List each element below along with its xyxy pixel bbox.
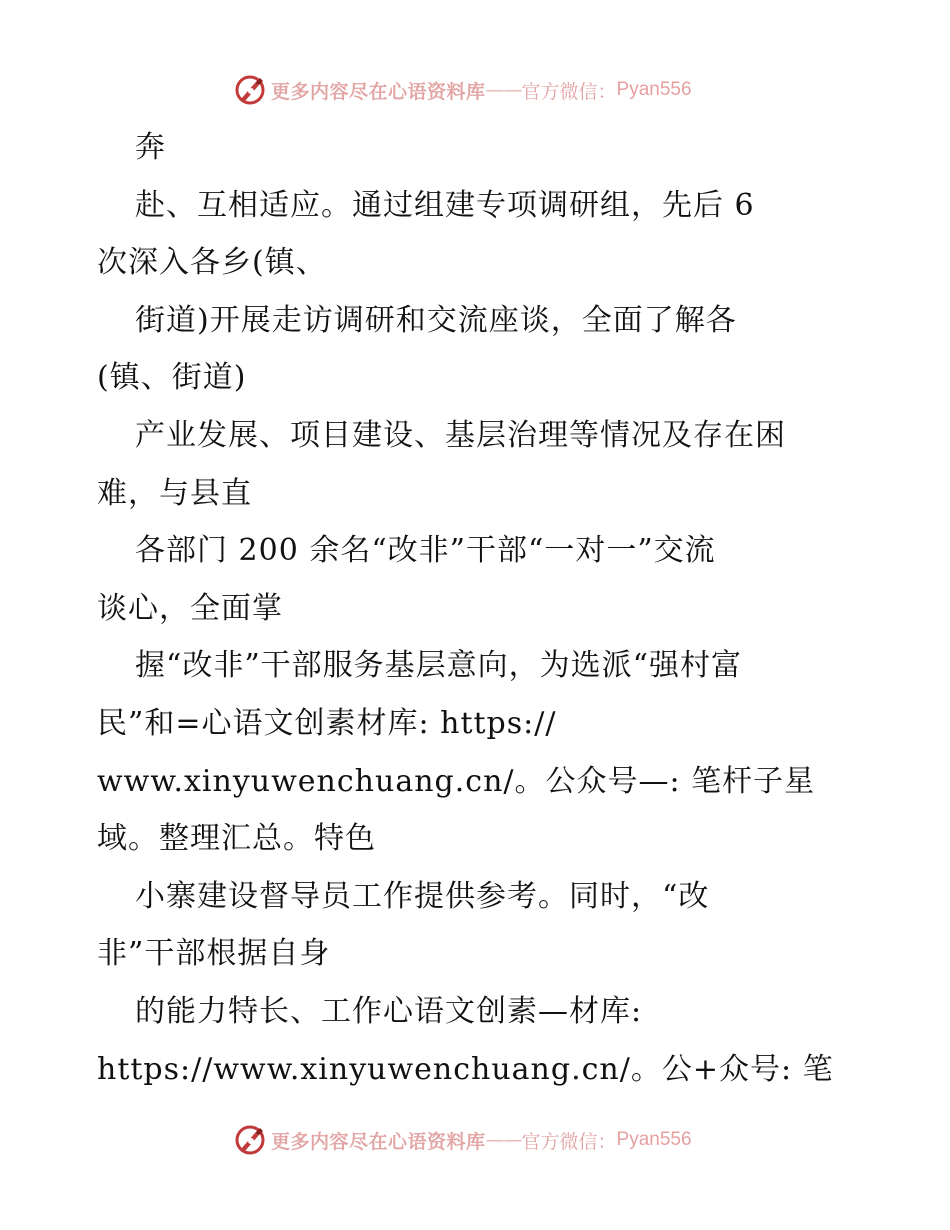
text-line: 难，与县直 <box>97 475 252 511</box>
text-line: 的能力特长、工作心语文创素—材库: <box>135 993 643 1029</box>
text-line: 民”和=心语文创素材库: https:// <box>97 705 557 741</box>
red-pen-logo-icon <box>233 1123 267 1157</box>
footer-banner <box>233 1120 713 1160</box>
banner-dash: —— <box>485 1129 522 1151</box>
text-line: www.xinyuwenchuang.cn/。公众号—: 笔杆子星 <box>97 763 816 799</box>
banner-dash: —— <box>485 79 522 101</box>
text-line: 赴、互相适应。通过组建专项调研组，先后 6 <box>135 187 755 223</box>
red-pen-logo-icon <box>233 73 267 107</box>
banner-text: 更多内容尽在心语资料库 <box>271 80 486 103</box>
text-line: 域。整理汇总。特色 <box>97 821 376 857</box>
text-line: (镇、街道) <box>97 360 247 396</box>
text-line: 街道)开展走访调研和交流座谈，全面了解各 <box>135 302 737 338</box>
banner-official: 官方微信： <box>521 80 617 103</box>
document-body <box>97 119 867 1098</box>
text-line: 奔 <box>135 130 166 165</box>
text-line: 产业发展、项目建设、基层治理等情况及存在困 <box>135 417 786 453</box>
text-line: https://www.xinyuwenchuang.cn/。公+众号: 笔 <box>97 1051 834 1087</box>
text-line: 各部门 200 余名“改非”干部“一对一”交流 <box>135 533 716 569</box>
text-line: 非”干部根据自身 <box>97 936 331 972</box>
banner-official: 官方微信： <box>521 1130 617 1153</box>
banner-wechat-id: Pyan556 <box>616 1129 692 1150</box>
banner-wechat-id: Pyan556 <box>616 79 692 100</box>
text-line: 次深入各乡(镇、 <box>97 245 327 281</box>
text-line: 谈心，全面掌 <box>97 590 283 626</box>
text-line: 握“改非”干部服务基层意向，为选派“强村富 <box>135 648 743 684</box>
header-banner <box>233 70 713 110</box>
banner-text: 更多内容尽在心语资料库 <box>271 1130 486 1153</box>
text-line: 小寨建设督导员工作提供参考。同时，“改 <box>135 878 710 914</box>
